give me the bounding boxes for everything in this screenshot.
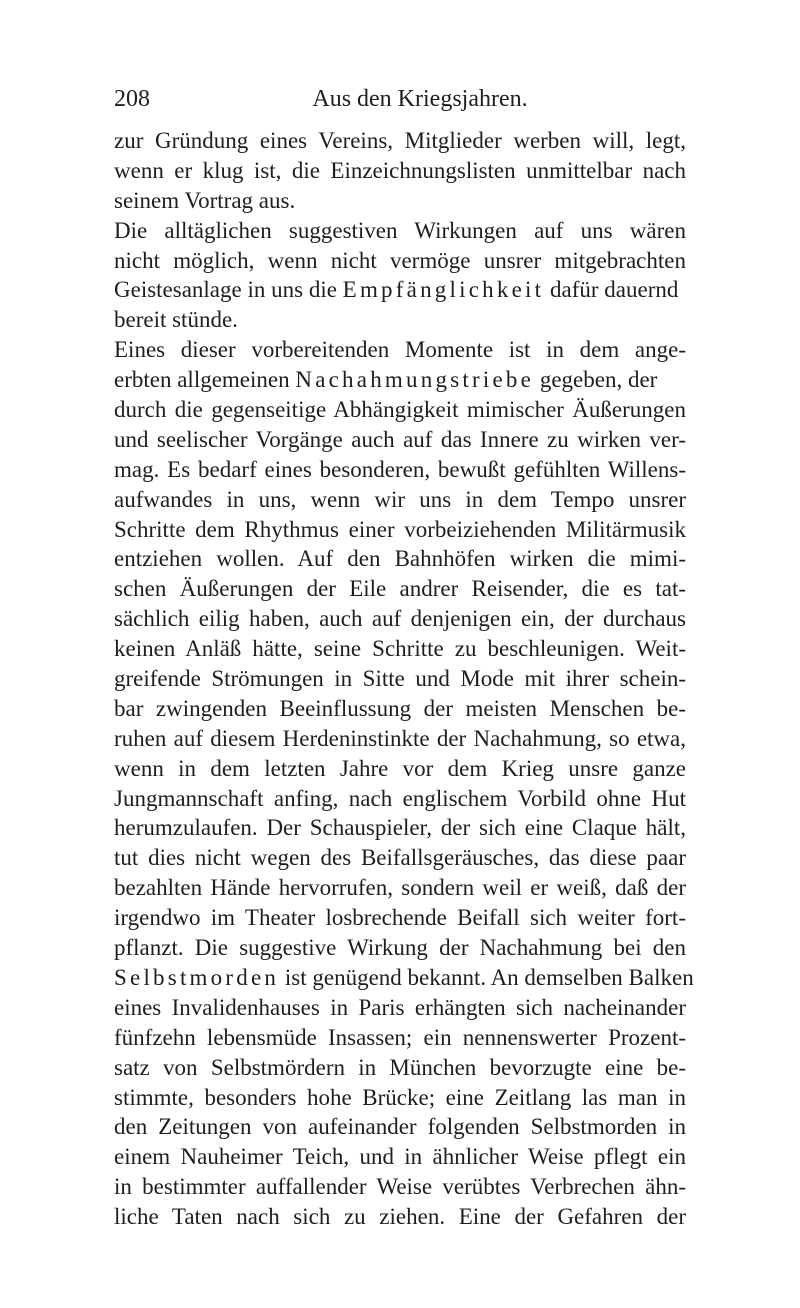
body-text	[114, 126, 694, 1232]
text-line: pflanzt. Die suggestive Wirkung der Nachahmung bei den	[114, 935, 686, 961]
page-number: 208	[114, 86, 150, 112]
text-line: keinen Anläß hätte, seine Schritte zu beschleunigen. Weit-	[114, 636, 686, 662]
text-line: wenn in dem letzten Jahre vor dem Krieg unsre ganze	[114, 755, 686, 781]
text-line: eines Invalidenhauses in Paris erhängten sich nacheinander	[114, 994, 686, 1020]
text-line: den Zeitungen von aufeinander folgenden Selbstmorden in	[114, 1114, 686, 1140]
text-line: Jungmannschaft anfing, nach englischem Vorbild ohne Hut	[114, 785, 686, 811]
text-line: ruhen auf diesem Herdeninstinkte der Nachahmung, so etwa,	[114, 725, 686, 751]
text-segment: erbten allgemeinen	[114, 367, 296, 393]
emphasized-term: Empfänglichkeit	[342, 277, 545, 303]
text-segment: Geistesanlage in uns die	[114, 277, 343, 303]
text-segment: gegeben, der	[534, 367, 658, 393]
text-line	[114, 963, 694, 993]
text-line: einem Nauheimer Teich, und in ähnlicher Weise pflegt ein	[114, 1144, 686, 1170]
text-line: irgendwo im Theater losbrechende Beifall sich weiter fort-	[114, 905, 686, 931]
text-line: und seelischer Vorgänge auch auf das Innere zu wirken ver-	[114, 426, 686, 452]
text-line: greifende Strömungen in Sitte und Mode mit ihrer schein-	[114, 666, 686, 692]
text-line: wenn er klug ist, die Einzeichnungslisten unmittelbar nach	[114, 157, 686, 183]
running-title: Aus den Kriegsjahren.	[312, 86, 528, 112]
text-line	[114, 365, 686, 395]
text-line: bereit stünde.	[114, 307, 238, 333]
text-line: Schritte dem Rhythmus einer vorbeiziehenden Militärmusik	[114, 516, 686, 542]
text-segment: dafür dauernd	[544, 277, 679, 303]
text-line: Eines dieser vorbereitenden Momente ist in dem ange-	[114, 337, 686, 363]
text-line: nicht möglich, wenn nicht vermöge unsrer mitgebrachten	[114, 247, 686, 273]
running-head	[114, 86, 686, 116]
text-line: seinem Vortrag aus.	[114, 187, 296, 213]
text-line: bezahlten Hände hervorrufen, sondern weil er weiß, daß der	[114, 875, 686, 901]
text-line: fünfzehn lebensmüde Insassen; ein nennenswerter Prozent-	[114, 1024, 686, 1050]
emphasized-term: Selbstmorden	[114, 964, 280, 990]
text-line: schen Äußerungen der Eile andrer Reisender, die es tat-	[114, 576, 686, 602]
text-line: sächlich eilig haben, auch auf denjenigen ein, der durchaus	[114, 606, 686, 632]
text-line: in bestimmter auffallender Weise verübtes Verbrechen ähn-	[114, 1174, 686, 1200]
text-line: mag. Es bedarf eines besonderen, bewußt gefühlten Willens-	[114, 456, 686, 482]
text-line: bar zwingenden Beeinflussung der meisten Menschen be-	[114, 695, 686, 721]
text-line: Die alltäglichen suggestiven Wirkungen auf uns wären	[114, 217, 686, 243]
text-line: stimmte, besonders hohe Brücke; eine Zeitlang las man in	[114, 1084, 686, 1110]
text-line: zur Gründung eines Vereins, Mitglieder werben will, legt,	[114, 128, 686, 153]
emphasized-term: Nachahmungstriebe	[295, 367, 535, 393]
text-line: tut dies nicht wegen des Beifallsgeräusches, das diese paar	[114, 845, 686, 871]
text-line: satz von Selbstmördern in München bevorzugte eine be-	[114, 1054, 686, 1080]
text-line: durch die gegenseitige Abhängigkeit mimischer Äußerungen	[114, 397, 686, 423]
text-line: herumzulaufen. Der Schauspieler, der sich eine Claque hält,	[114, 815, 686, 841]
text-line	[114, 275, 686, 305]
text-segment: ist genügend bekannt. An demselben Balken	[279, 964, 694, 990]
text-line: liche Taten nach sich zu ziehen. Eine der Gefahren der	[114, 1204, 686, 1230]
text-line: aufwandes in uns, wenn wir uns in dem Tempo unsrer	[114, 486, 686, 512]
text-line: entziehen wollen. Auf den Bahnhöfen wirken die mimi-	[114, 546, 686, 572]
